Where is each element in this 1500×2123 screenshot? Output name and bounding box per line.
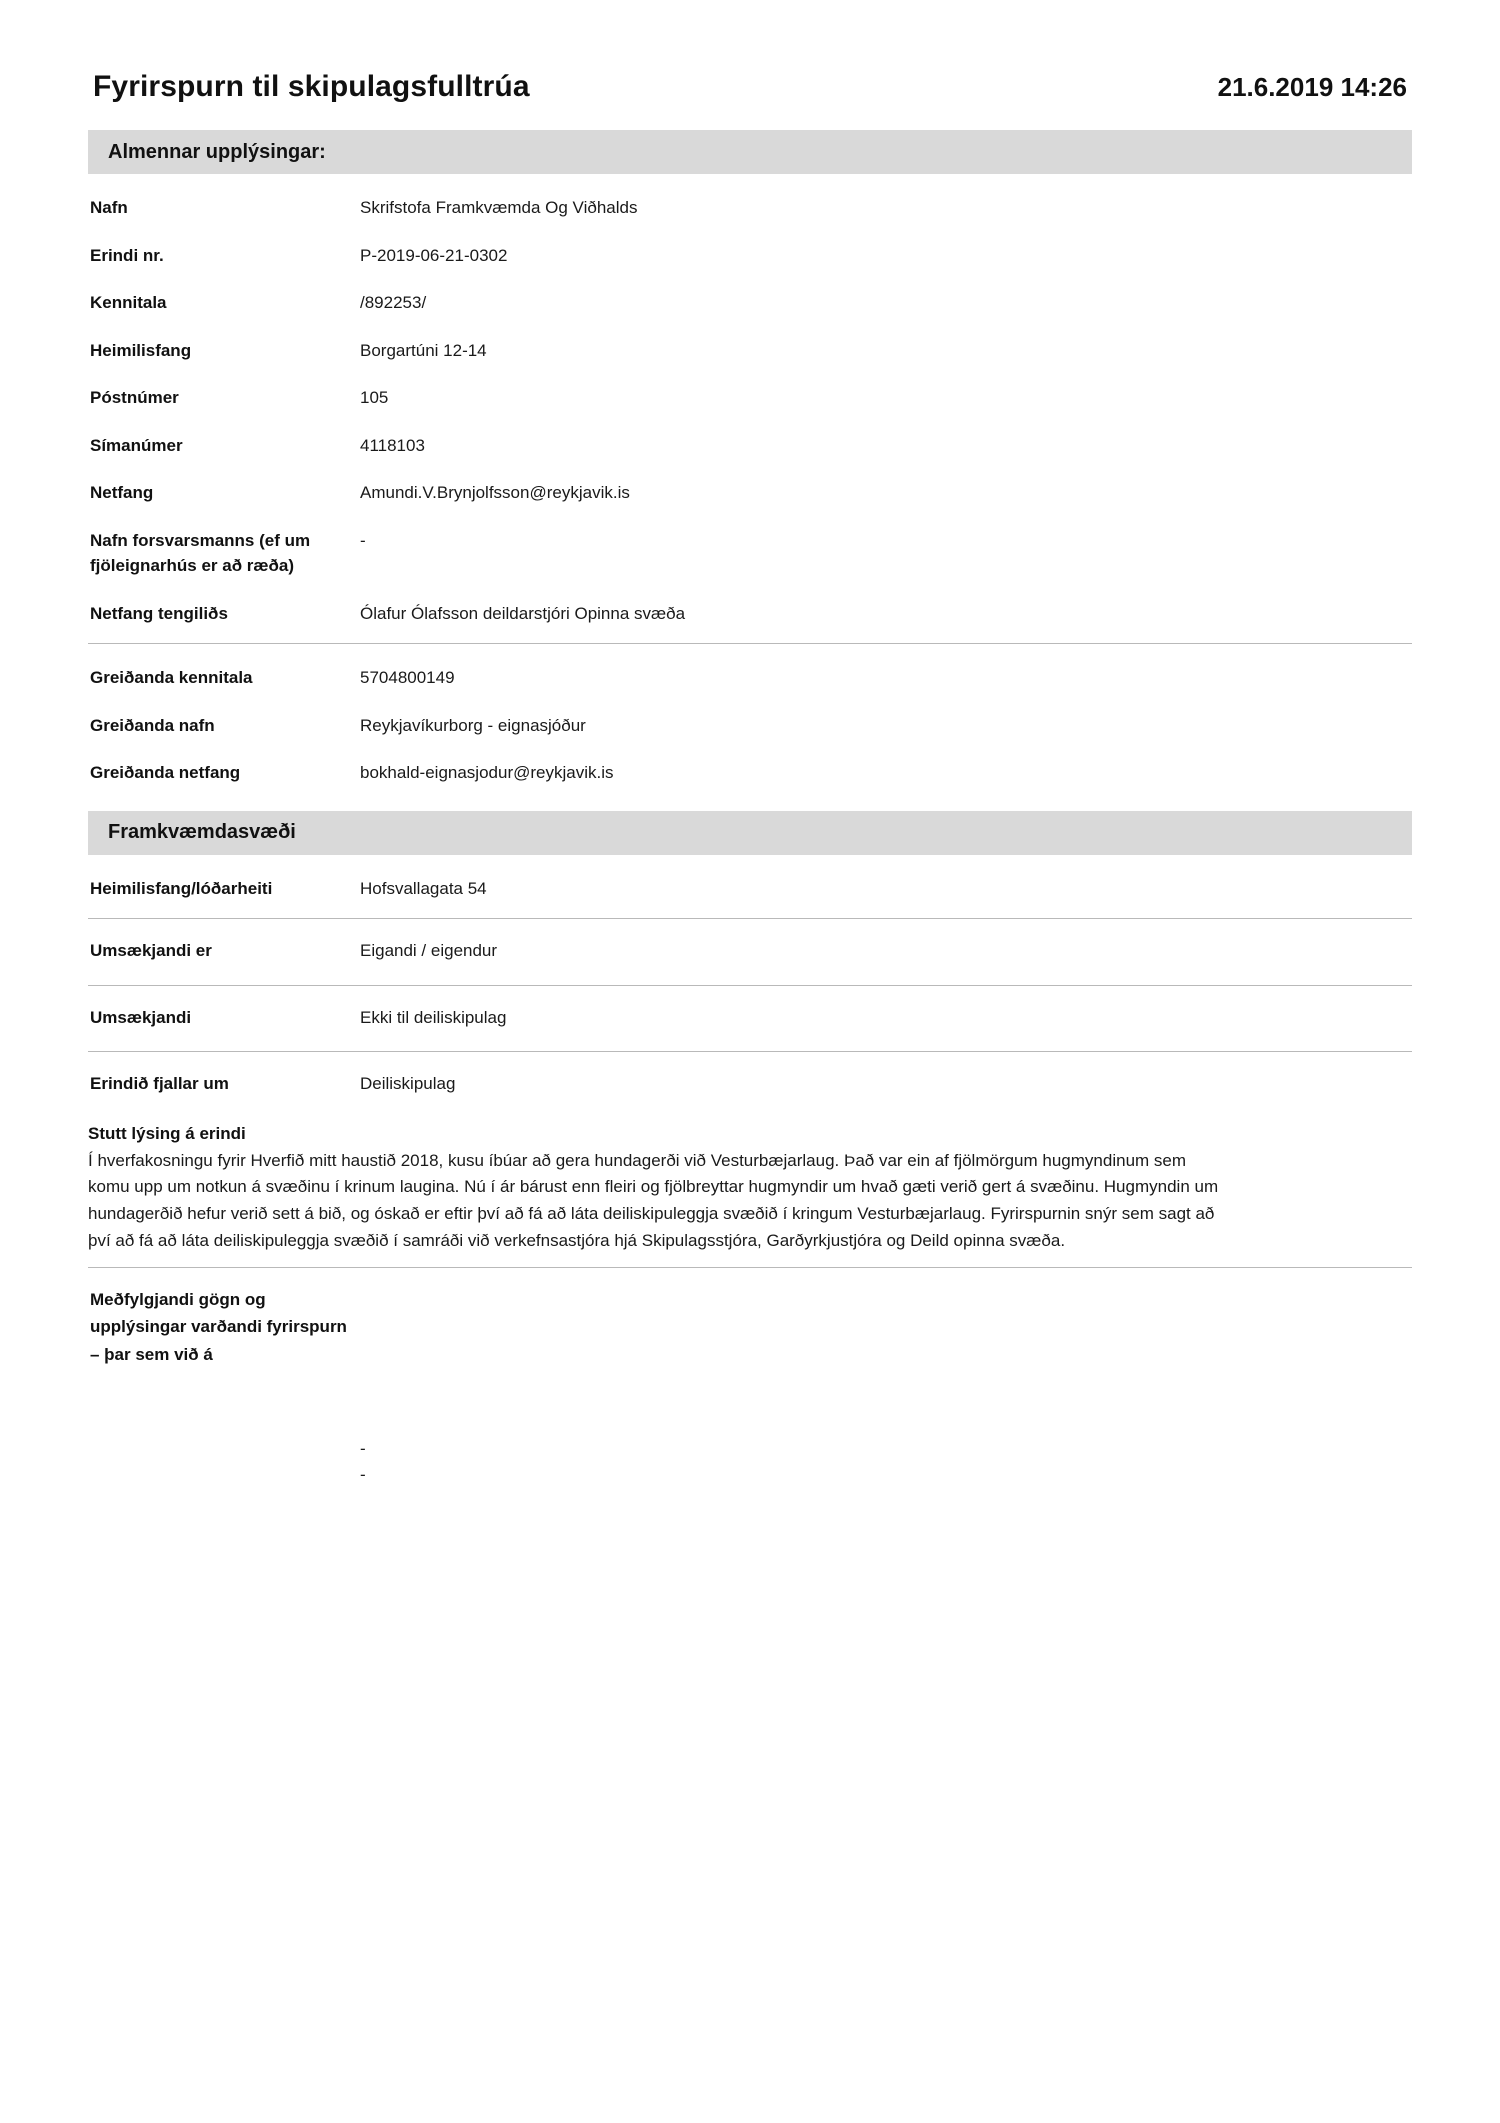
field-row-kennitala [88,279,1412,327]
attachments-label: Meðfylgjandi gögn og upplýsingar varðandi fyrirspurn – þar sem við á [90,1289,347,1364]
field-value: Eigandi / eigendur [360,941,498,960]
field-label: Heimilisfang/lóðarheiti [90,878,273,898]
field-value: Amundi.V.Brynjolfsson@reykjavik.is [360,483,630,502]
field-row-heimilisfang-lodarheiti [88,865,1412,913]
field-value: 105 [360,388,389,407]
field-value: - [360,530,366,550]
field-value: /892253/ [360,293,427,312]
attachments-row [88,1272,1412,1488]
field-value: P-2019-06-21-0302 [360,245,508,265]
field-row-heimilisfang [88,327,1412,375]
field-label: Netfang tengiliðs [90,603,228,623]
divider [88,985,1412,986]
field-label: Erindi nr. [90,245,164,265]
field-row-postnumer [88,374,1412,422]
divider [88,1051,1412,1052]
field-label: Póstnúmer [90,388,179,407]
field-row-erindid-fjallar-um [88,1056,1412,1112]
field-value: bokhald-eignasjodur@reykjavik.is [360,763,614,782]
field-row-greidanda-netfang [88,749,1412,797]
page-title: Fyrirspurn til skipulagsfulltrúa [93,70,530,103]
field-label: Greiðanda nafn [90,715,215,735]
field-label: Heimilisfang [90,340,192,360]
field-value: Borgartúni 12-14 [360,340,487,360]
attachments-values [360,1286,1412,1488]
field-row-nafn-forsvarsmanns [88,517,1412,590]
field-label: Kennitala [90,293,167,312]
field-label: Nafn [90,198,128,217]
payer-fields [88,654,1412,797]
field-label: Netfang [90,483,154,502]
field-label: Umsækjandi [90,1007,192,1027]
document-timestamp: 21.6.2019 14:26 [1217,72,1407,102]
field-value: Ekki til deiliskipulag [360,1007,507,1027]
field-value: Skrifstofa Framkvæmda Og Viðhalds [360,198,638,217]
field-label: Umsækjandi er [90,941,212,960]
divider [88,1267,1412,1268]
field-value: 5704800149 [360,668,455,687]
field-row-greidanda-kennitala [88,654,1412,702]
field-value: Hofsvallagata 54 [360,878,487,898]
description-title: Stutt lýsing á erindi [88,1123,246,1143]
field-row-netfang-tengilids [88,590,1412,638]
section-header-general [88,130,1412,174]
field-value: Ólafur Ólafsson deildarstjóri Opinna svæða [360,603,686,623]
divider [88,918,1412,919]
document-header [88,70,1412,104]
field-row-umsaekjandi-er [88,923,1412,979]
field-label: Erindið fjallar um [90,1074,229,1093]
field-label: Símanúmer [90,435,183,455]
field-label: Greiðanda netfang [90,763,241,782]
field-value: 4118103 [360,435,425,455]
section-title-general: Almennar upplýsingar: [108,140,326,163]
attachment-item: - [360,1464,366,1484]
description-block [88,1112,1412,1261]
field-row-simanumer [88,422,1412,470]
field-label: Greiðanda kennitala [90,668,253,687]
section-title-area: Framkvæmdasvæði [108,821,296,843]
field-row-erindi-nr [88,232,1412,280]
field-value: Reykjavíkurborg - eignasjóður [360,715,586,735]
field-row-greidanda-nafn [88,702,1412,750]
field-row-umsaekjandi [88,990,1412,1046]
general-fields [88,184,1412,637]
field-row-netfang [88,469,1412,517]
attachment-item: - [360,1438,366,1458]
field-row-nafn [88,184,1412,232]
description-text: Í hverfakosningu fyrir Hverfið mitt haustið 2018, kusu íbúar að gera hundagerði við Vesturbæjarlaug. Það var ein af fjölmörgum hugmyndinum sem komu upp um notkun á svæðinu í krinum laugina. Nú í ár bárust enn fleiri og fjölbreyttar hugmyndir um hvað gæti verið gert á svæðinu. Hugmyndin um hundagerðið hefur verið sett á bið, og óskað er eftir því að fá að láta deiliskipuleggja svæðið í kringum Vesturbæjarlaug. Fyrirspurnin snýr sem sagt að því að fá að láta deiliskipuleggja svæðið í samráði við verkefnsastjóra hjá Skipulagsstjóra, Garðyrkjustjóra og Deild opinna svæða. [88,1150,1219,1251]
divider [88,643,1412,644]
field-value: Deiliskipulag [360,1074,456,1093]
section-header-area [88,811,1412,855]
field-label: Nafn forsvarsmanns (ef um fjöleignarhús er að ræða) [90,530,311,575]
